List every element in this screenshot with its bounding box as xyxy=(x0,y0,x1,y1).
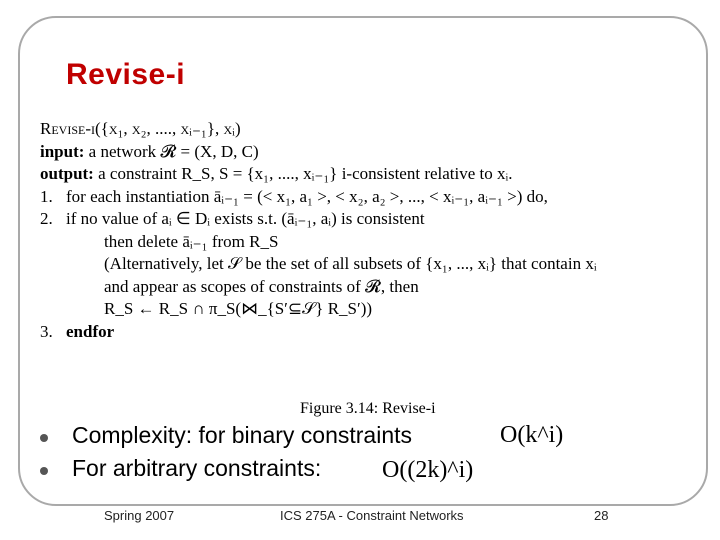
bullet-dot-icon xyxy=(40,467,48,475)
footer-date: Spring 2007 xyxy=(104,508,175,523)
complexity-arbitrary-formula: O((2k)^i) xyxy=(382,457,474,483)
line-3-text: endfor xyxy=(66,321,115,341)
line-number: 2. xyxy=(40,209,53,228)
bullet-dot-icon xyxy=(40,434,48,442)
algorithm-input-line xyxy=(40,141,690,164)
line-2-text: if no value of aᵢ ∈ Dᵢ exists s.t. (āᵢ₋₁, aᵢ) is consistent xyxy=(66,209,425,228)
line-1-text: for each instantiation āᵢ₋₁ = (< x₁, a₁ >, < x₂, a₂ >, ..., < xᵢ₋₁, aᵢ₋₁ >) do, xyxy=(66,186,548,206)
footer-course: ICS 275A - Constraint Networks xyxy=(280,508,464,523)
algorithm-line-2-alt-1 xyxy=(40,253,690,276)
line-number: 1. xyxy=(40,186,53,206)
algorithm-line-2-then xyxy=(40,231,690,254)
output-label: output: xyxy=(40,164,94,183)
algorithm-line-2-alt-3 xyxy=(40,298,690,321)
figure-caption: Figure 3.14: Revise-i xyxy=(300,400,436,417)
bullet-text: For arbitrary constraints: xyxy=(72,455,322,481)
line-2-then-text: then delete āᵢ₋₁ from R_S xyxy=(104,231,279,251)
input-text: a network 𝓡 = (X, D, C) xyxy=(88,141,259,161)
line-2-alt-text-2: and appear as scopes of constraints of 𝓡, then xyxy=(104,276,419,296)
line-2-alt-text-1: (Alternatively, let 𝒮 be the set of all subsets of {x₁, ..., xᵢ} that contain xᵢ xyxy=(104,254,597,273)
input-label: input: xyxy=(40,141,85,161)
line-number: 3. xyxy=(40,321,53,341)
algorithm-signature: Revise-i({x₁, x₂, ...., xᵢ₋₁}, xᵢ) xyxy=(40,119,241,138)
algorithm-line-2 xyxy=(40,208,690,231)
algorithm-line-3 xyxy=(40,321,690,344)
complexity-binary-formula: O(k^i) xyxy=(500,422,564,448)
bullet-text: Complexity: for binary constraints xyxy=(72,422,413,448)
algorithm-output-line xyxy=(40,163,690,186)
output-text: a constraint R_S, S = {x₁, ...., xᵢ₋₁} i-consistent relative to xᵢ. xyxy=(98,164,513,183)
footer-page-number: 28 xyxy=(594,508,609,523)
line-2-alt-text-3: R_S ← R_S ∩ π_S(⋈_{S′⊆𝒮} R_S′)) xyxy=(104,299,373,318)
algorithm-line-2-alt-2 xyxy=(40,276,690,299)
slide-title: Revise-i xyxy=(66,58,186,91)
algorithm-header xyxy=(40,118,690,141)
algorithm-line-1 xyxy=(40,186,690,209)
algorithm-figure xyxy=(40,118,690,343)
